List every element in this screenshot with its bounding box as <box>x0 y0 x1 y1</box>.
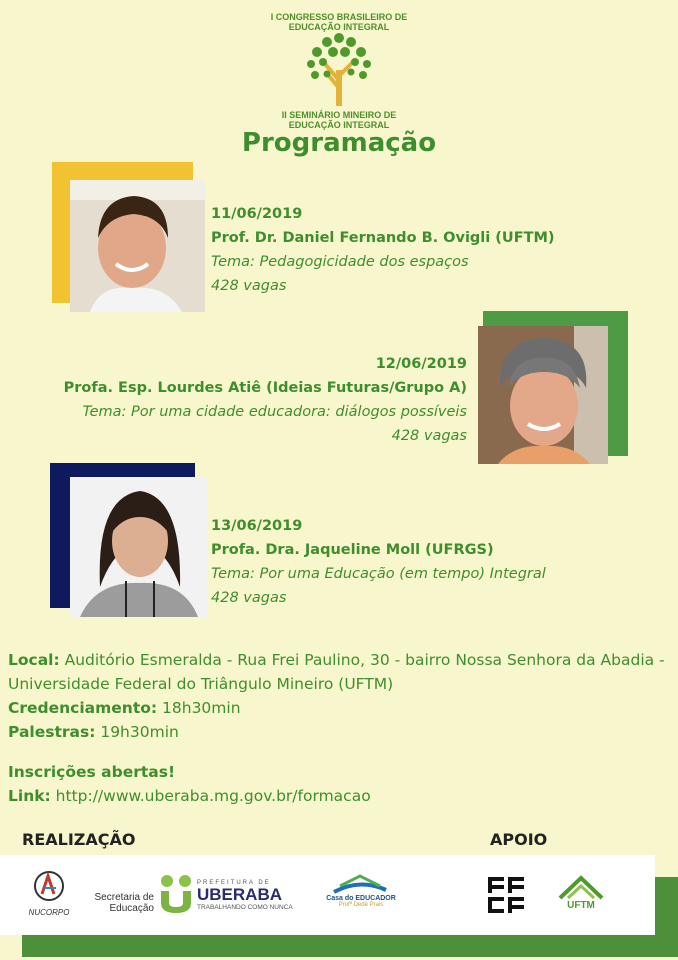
uberaba-logo <box>197 880 307 911</box>
tree-logo-icon <box>303 30 375 108</box>
casa-line2: Profª Dedê Prais <box>338 902 384 908</box>
speaker2-portrait-icon <box>478 326 608 464</box>
speaker1-portrait-icon <box>70 180 205 312</box>
location-line <box>8 648 668 696</box>
speaker2-theme: Tema: Por uma cidade educadora: diálogos possíveis <box>82 404 467 420</box>
registration-link[interactable]: http://www.uberaba.mg.gov.br/formacao <box>50 787 371 805</box>
uftm-emblem-icon <box>558 874 604 900</box>
congress-title <box>239 12 439 32</box>
uberaba-label: UBERABA <box>197 885 282 904</box>
nucorpo-logo <box>24 868 74 920</box>
talks-value: 19h30min <box>95 723 179 741</box>
speaker1-theme: Tema: Pedagogicidade dos espaços <box>211 254 469 270</box>
speaker1-vacancies: 428 vagas <box>211 278 287 294</box>
congress-line2: EDUCAÇÃO INTEGRAL <box>288 22 390 32</box>
speaker3-name: Profa. Dra. Jaqueline Moll (UFRGS) <box>211 542 494 558</box>
seminar-title <box>239 110 439 130</box>
secretaria-line2: Educação <box>109 903 154 914</box>
speaker3-portrait-icon <box>70 477 208 617</box>
speaker1-date: 11/06/2019 <box>211 206 303 222</box>
link-label: Link: <box>8 787 51 805</box>
realizacao-label: REALIZAÇÃO <box>22 830 136 849</box>
uftm-label: UFTM <box>567 900 595 911</box>
casa-educador-logo <box>322 895 400 908</box>
prefeitura-label: PREFEITURA DE <box>197 880 271 886</box>
talks-label: Palestras: <box>8 723 96 741</box>
speaker2-photo <box>478 326 608 464</box>
speaker3-info <box>211 514 631 610</box>
congress-line1: I CONGRESSO BRASILEIRO DE <box>270 12 408 22</box>
credential-label: Credenciamento: <box>8 699 158 717</box>
uberaba-slogan: TRABALHANDO COMO NUNCA <box>197 904 293 911</box>
seminar-line2: EDUCAÇÃO INTEGRAL <box>288 120 390 130</box>
location-label: Local: <box>8 651 60 669</box>
uberaba-emblem-icon <box>157 873 195 915</box>
speaker2-name: Profa. Esp. Lourdes Atiê (Ideias Futuras/Grupo A) <box>63 380 467 396</box>
page-title: Programação <box>241 128 437 158</box>
speaker2-info <box>60 352 467 448</box>
credential-line <box>8 696 668 720</box>
link-line <box>8 784 668 808</box>
seminar-line1: II SEMINÁRIO MINEIRO DE <box>281 110 397 120</box>
event-info <box>8 648 668 808</box>
secretaria-line1: Secretaria de <box>94 892 154 903</box>
credential-value: 18h30min <box>157 699 241 717</box>
location-value: Auditório Esmeralda - Rua Frei Paulino, 30 - bairro Nossa Senhora da Abadia - Universidade Federal do Triângulo Mineiro (UFTM) <box>8 651 665 693</box>
casa-line1: Casa do EDUCADOR <box>326 895 396 902</box>
talks-line <box>8 720 668 744</box>
speaker3-theme: Tema: Por uma Educação (em tempo) Integral <box>211 566 546 582</box>
speaker1-photo <box>70 180 205 312</box>
nucorpo-icon <box>24 868 74 904</box>
secretaria-logo <box>92 892 154 914</box>
nucorpo-label: NUCORPO <box>28 908 70 917</box>
speaker1-info <box>211 202 631 298</box>
speaker3-photo <box>70 477 208 617</box>
speaker1-name: Prof. Dr. Daniel Fernando B. Ovigli (UFTM) <box>211 230 555 246</box>
speaker2-vacancies: 428 vagas <box>391 428 467 444</box>
casa-educador-icon <box>330 874 390 896</box>
apoio-label: APOIO <box>490 830 548 849</box>
ppge-logo-icon <box>488 877 524 913</box>
speaker2-date: 12/06/2019 <box>375 356 467 372</box>
registration-open: Inscrições abertas! <box>8 763 176 781</box>
speaker3-vacancies: 428 vagas <box>211 590 287 606</box>
speaker3-date: 13/06/2019 <box>211 518 303 534</box>
